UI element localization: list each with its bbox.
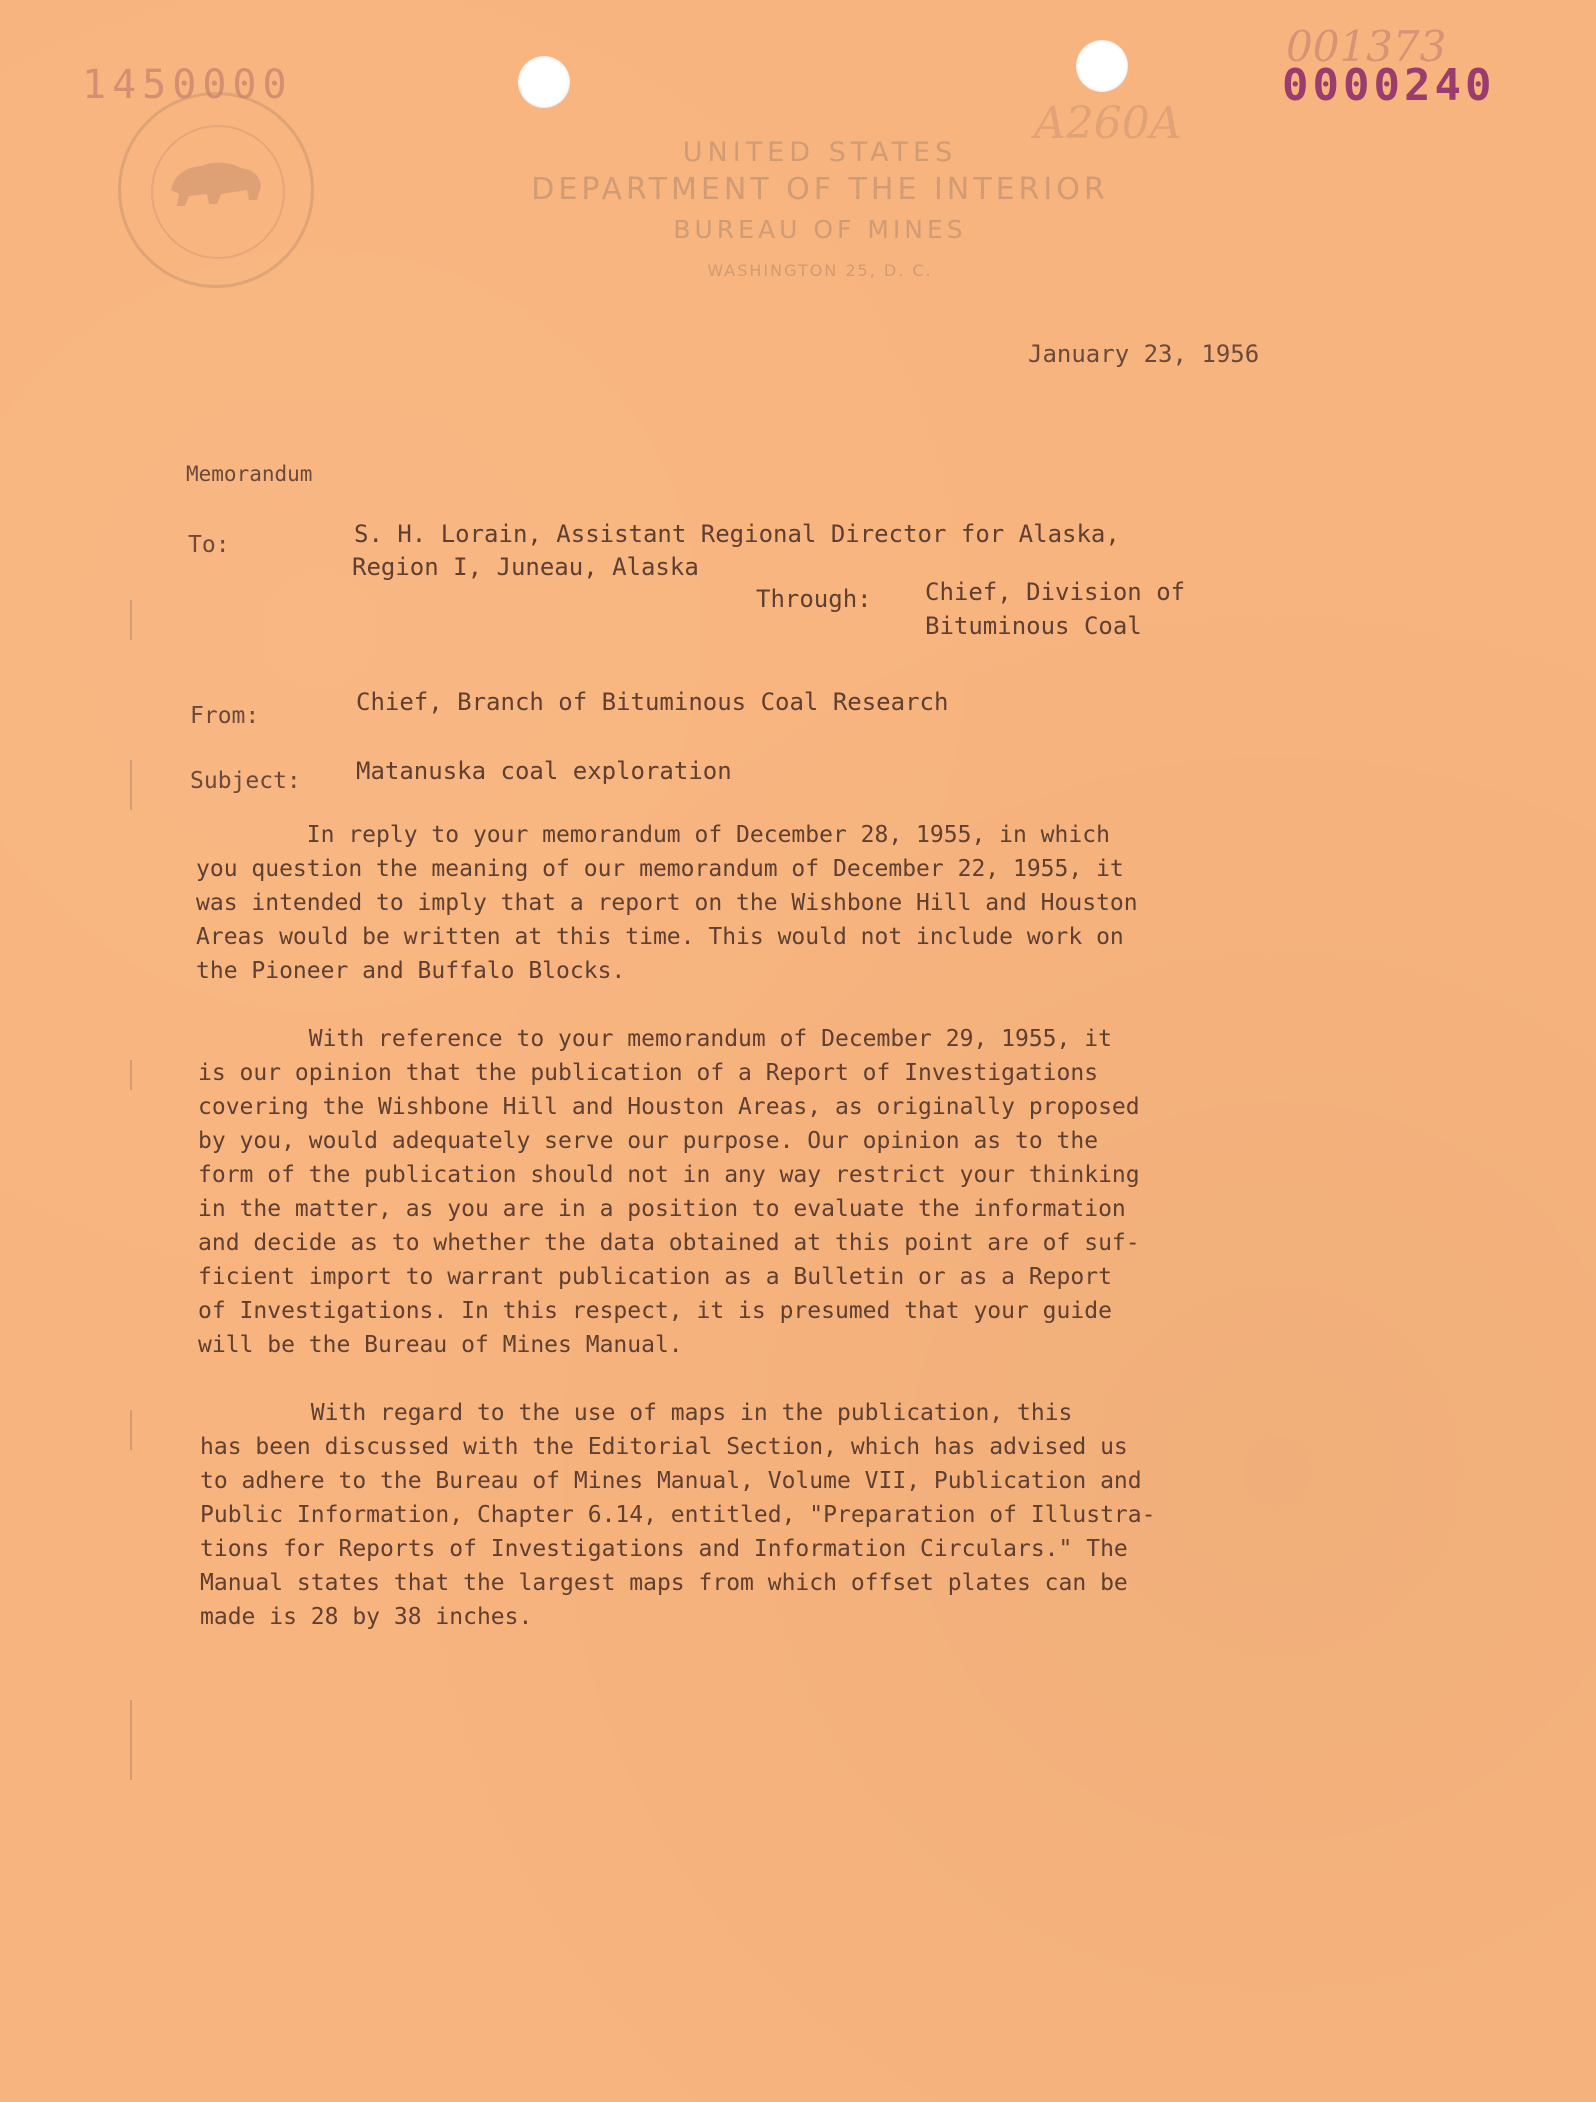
paragraph-line: tions for Reports of Investigations and Information Circulars." The	[200, 1536, 1128, 1562]
through-label: Through:	[756, 585, 872, 613]
paragraph-line: to adhere to the Bureau of Mines Manual, Volume VII, Publication and	[200, 1468, 1142, 1494]
paragraph-line: covering the Wishbone Hill and Houston Areas, as originally proposed	[198, 1094, 1140, 1120]
paragraph-line: form of the publication should not in any way restrict your thinking	[198, 1162, 1140, 1188]
from-label: From:	[190, 703, 260, 729]
subject-value: Matanuska coal exploration	[356, 757, 732, 785]
through-line-1: Chief, Division of	[925, 578, 1186, 606]
paragraph-line: Manual states that the largest maps from which offset plates can be	[200, 1570, 1128, 1596]
paragraph-line: you question the meaning of our memorandum of December 22, 1955, it	[196, 856, 1124, 882]
to-label: To:	[188, 532, 230, 558]
margin-tick	[130, 1060, 132, 1090]
paragraph-line: With reference to your memorandum of December 29, 1955, it	[198, 1026, 1112, 1052]
punch-hole-right	[1076, 40, 1128, 92]
paragraph-line: by you, would adequately serve our purpose. Our opinion as to the	[198, 1128, 1099, 1154]
stamp-number-right: 0000240	[1282, 60, 1496, 111]
paragraph-line: In reply to your memorandum of December 28, 1955, in which	[196, 822, 1110, 848]
paragraph-line: and decide as to whether the data obtained at this point are of suf-	[198, 1230, 1140, 1256]
from-value: Chief, Branch of Bituminous Coal Research	[356, 688, 949, 716]
document-type: Memorandum	[186, 462, 313, 486]
paragraph-line: is our opinion that the publication of a Report of Investigations	[198, 1060, 1099, 1086]
paragraph-line: With regard to the use of maps in the publication, this	[200, 1400, 1073, 1426]
margin-tick	[130, 1410, 132, 1450]
subject-label: Subject:	[190, 768, 301, 794]
paragraph-line: in the matter, as you are in a position to evaluate the information	[198, 1196, 1126, 1222]
paragraph-1	[196, 818, 1138, 988]
paragraph-line: made is 28 by 38 inches.	[200, 1604, 533, 1630]
paragraph-line: ficient import to warrant publication as a Bulletin or as a Report	[198, 1264, 1112, 1290]
through-line-2: Bituminous Coal	[925, 612, 1142, 640]
punch-hole-left	[518, 56, 570, 108]
stamp-number-left: 1450000	[82, 62, 293, 108]
margin-tick	[130, 600, 132, 640]
letterhead-line-3: BUREAU OF MINES	[673, 215, 967, 244]
paragraph-line: of Investigations. In this respect, it is presumed that your guide	[198, 1298, 1112, 1324]
to-line-2: Region I, Juneau, Alaska	[352, 553, 699, 581]
margin-tick	[130, 760, 132, 810]
margin-tick	[130, 1700, 132, 1780]
letterhead-line-4: WASHINGTON 25, D. C.	[707, 261, 933, 280]
paragraph-line: Public Information, Chapter 6.14, entitled, "Preparation of Illustra-	[200, 1502, 1156, 1528]
bison-icon	[161, 150, 271, 215]
memo-date: January 23, 1956	[1028, 340, 1260, 368]
department-seal	[118, 92, 314, 288]
paragraph-line: the Pioneer and Buffalo Blocks.	[196, 958, 626, 984]
letterhead	[400, 135, 1240, 291]
handwritten-mark: A260A	[1034, 98, 1182, 149]
paragraph-line: has been discussed with the Editorial Section, which has advised us	[200, 1434, 1128, 1460]
handwritten-number: 001373	[1286, 22, 1447, 71]
paragraph-line: was intended to imply that a report on the Wishbone Hill and Houston	[196, 890, 1138, 916]
letterhead-line-1: UNITED STATES	[682, 137, 958, 168]
to-line-1: S. H. Lorain, Assistant Regional Director for Alaska,	[354, 520, 1120, 548]
paragraph-line: Areas would be written at this time. This would not include work on	[196, 924, 1124, 950]
paragraph-3	[200, 1396, 1155, 1634]
letterhead-line-2: DEPARTMENT OF THE INTERIOR	[531, 172, 1109, 207]
paragraph-2	[198, 1022, 1140, 1362]
paragraph-line: will be the Bureau of Mines Manual.	[198, 1332, 683, 1358]
